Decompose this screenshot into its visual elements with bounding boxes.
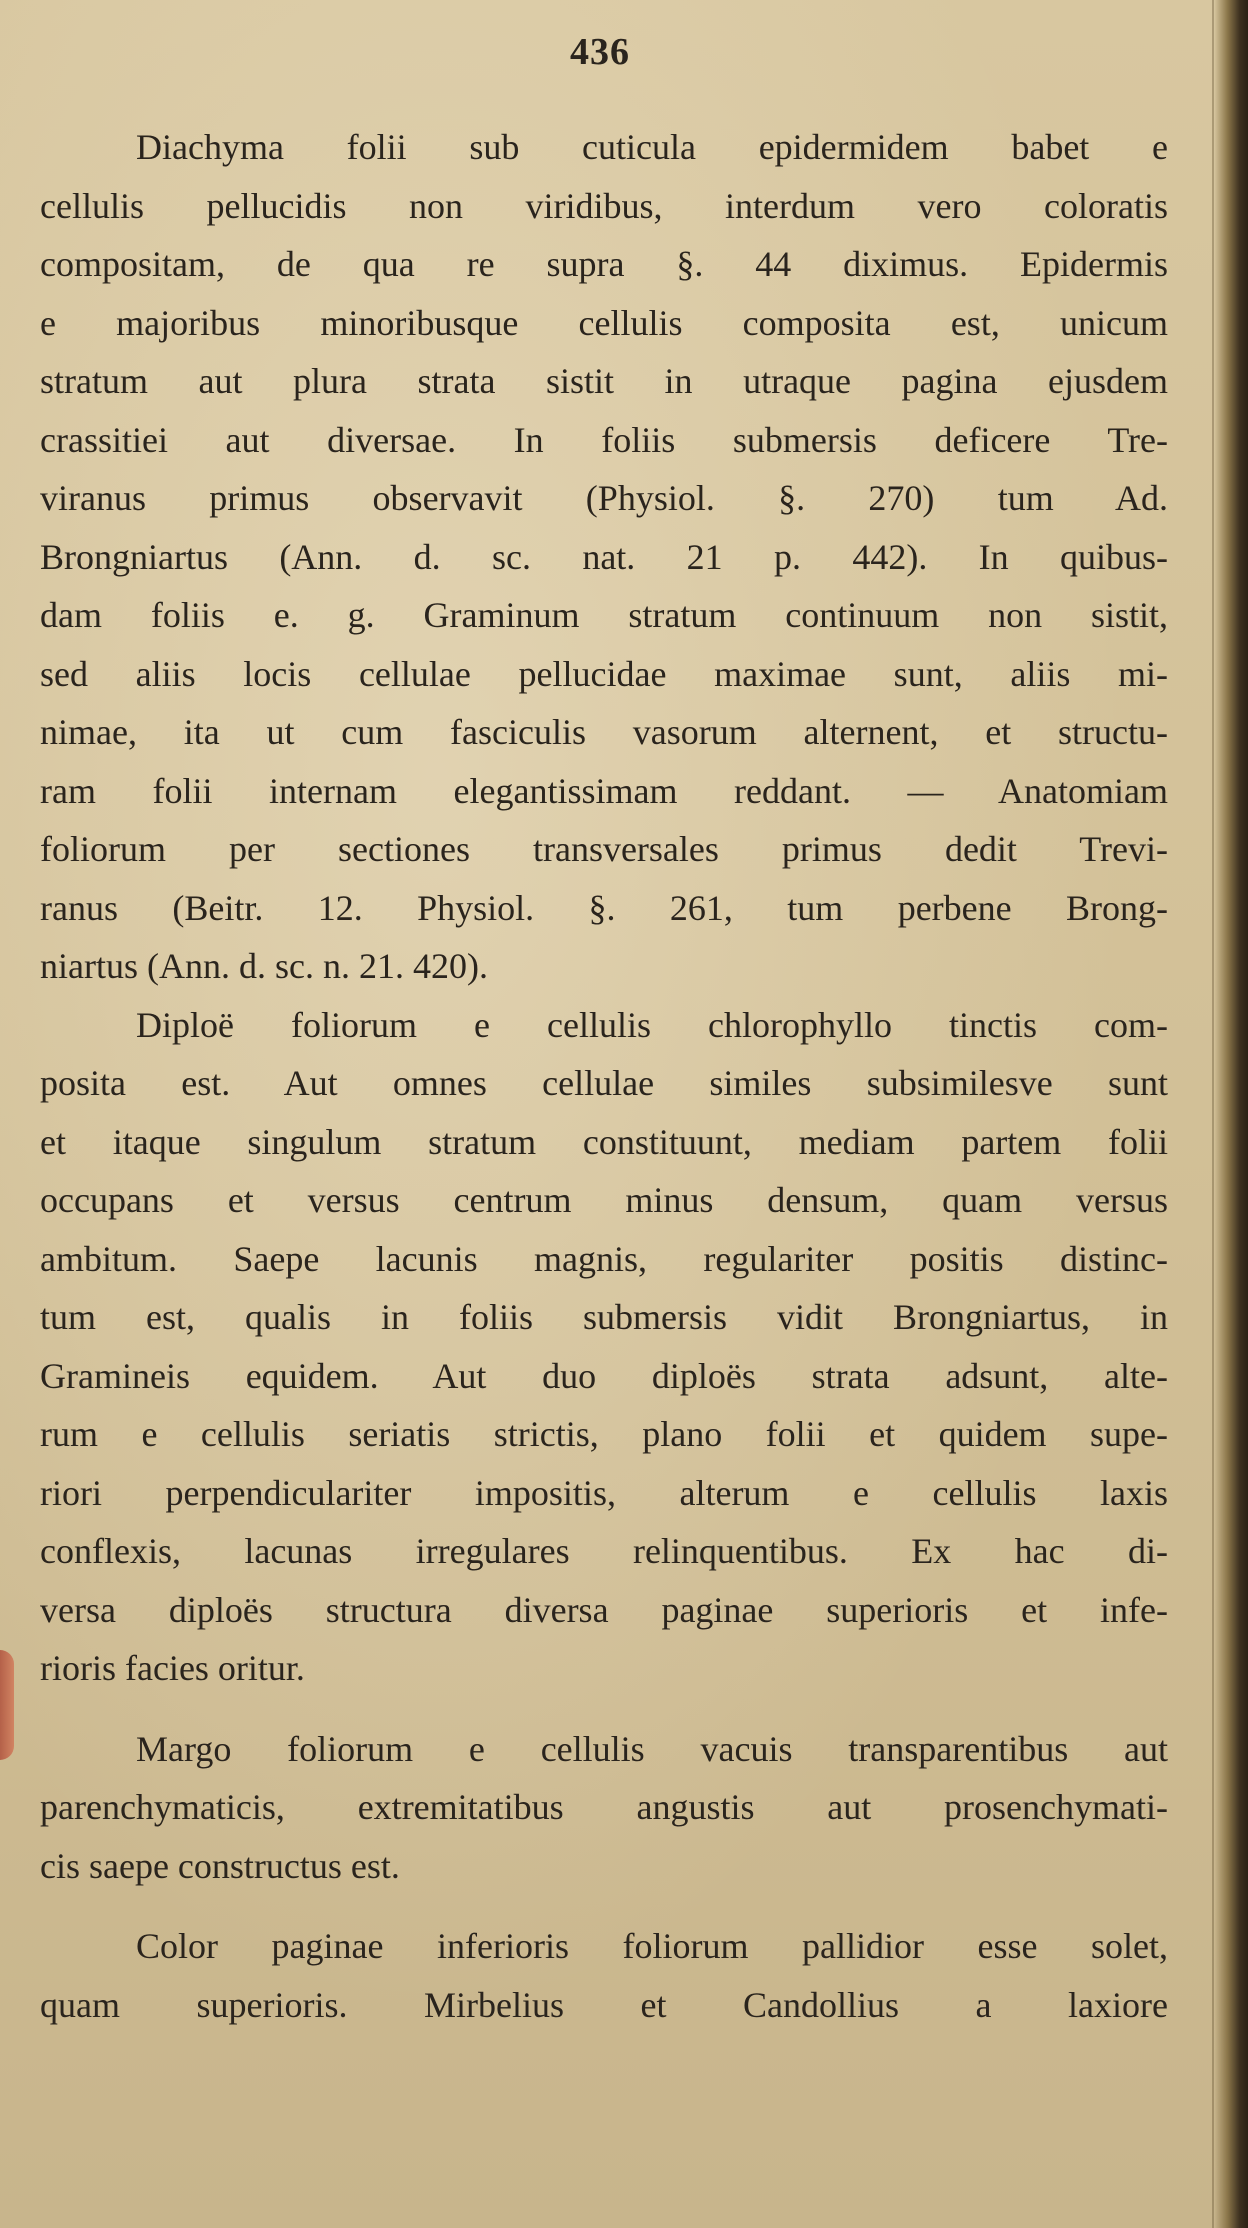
paragraph-gap [40, 1895, 1168, 1917]
text-line: foliorum per sectiones transversales primus dedit Trevi- [40, 829, 1168, 869]
text-line: rioris facies oritur. [40, 1648, 305, 1688]
text-line: e majoribus minoribusque cellulis composita est, unicum [40, 302, 1168, 343]
page-edge-shadow [1214, 0, 1248, 2228]
text-line: crassitiei aut diversae. In foliis submersis deficere Tre- [40, 419, 1168, 460]
text-line: compositam, de qua re supra §. 44 diximus. Epidermis [40, 244, 1168, 284]
paragraph [40, 996, 1168, 1698]
text-line: posita est. Aut omnes cellulae similes subsimilesve sunt [40, 1063, 1168, 1103]
text-block [40, 118, 1168, 2034]
text-line: versa diploës structura diversa paginae superioris et infe- [40, 1589, 1168, 1630]
text-line: sed aliis locis cellulae pellucidae maximae sunt, aliis mi- [40, 653, 1168, 694]
text-line: dam foliis e. g. Graminum stratum continuum non sistit, [40, 595, 1168, 635]
text-line: rum e cellulis seriatis strictis, plano folii et quidem supe- [40, 1414, 1168, 1454]
text-line: Diploë foliorum e cellulis chlorophyllo tinctis com- [136, 1004, 1168, 1045]
text-line: quam superioris. Mirbelius et Candollius a laxiore [40, 1984, 1168, 2025]
text-line: stratum aut plura strata sistit in utraque pagina ejusdem [40, 361, 1168, 401]
text-line: cellulis pellucidis non viridibus, interdum vero coloratis [40, 185, 1168, 226]
text-line: niartus (Ann. d. sc. n. 21. 420). [40, 946, 488, 986]
text-line: nimae, ita ut cum fasciculis vasorum alternent, et structu- [40, 712, 1168, 752]
left-margin-mark [0, 1650, 14, 1760]
text-line: parenchymaticis, extremitatibus angustis aut prosenchymati- [40, 1787, 1168, 1827]
text-line: ranus (Beitr. 12. Physiol. §. 261, tum perbene Brong- [40, 887, 1168, 928]
paragraph [40, 1917, 1168, 2034]
text-line: occupans et versus centrum minus densum, quam versus [40, 1180, 1168, 1220]
paragraph-gap [40, 1698, 1168, 1720]
page-number: 436 [570, 31, 630, 73]
text-line: Color paginae inferioris foliorum pallidior esse solet, [136, 1926, 1168, 1966]
text-line: viranus primus observavit (Physiol. §. 270) tum Ad. [40, 478, 1168, 518]
text-line: cis saepe constructus est. [40, 1845, 400, 1886]
text-line: ambitum. Saepe lacunis magnis, regulariter positis distinc- [40, 1238, 1168, 1279]
text-line: ram folii internam elegantissimam reddant. — Anatomiam [40, 770, 1168, 811]
paragraph [40, 1720, 1168, 1896]
text-line: riori perpendiculariter impositis, alterum e cellulis laxis [40, 1472, 1168, 1513]
paragraph [40, 118, 1168, 996]
text-line: tum est, qualis in foliis submersis vidit Brongniartus, in [40, 1297, 1168, 1337]
text-line: Diachyma folii sub cuticula epidermidem babet e [136, 127, 1168, 167]
text-line: Gramineis equidem. Aut duo diploës strata adsunt, alte- [40, 1355, 1168, 1396]
text-line: et itaque singulum stratum constituunt, mediam partem folii [40, 1121, 1168, 1162]
text-line: conflexis, lacunas irregulares relinquentibus. Ex hac di- [40, 1531, 1168, 1571]
text-line: Margo foliorum e cellulis vacuis transparentibus aut [136, 1728, 1168, 1769]
text-line: Brongniartus (Ann. d. sc. nat. 21 p. 442). In quibus- [40, 536, 1168, 577]
page-edge-line [1212, 0, 1214, 2228]
